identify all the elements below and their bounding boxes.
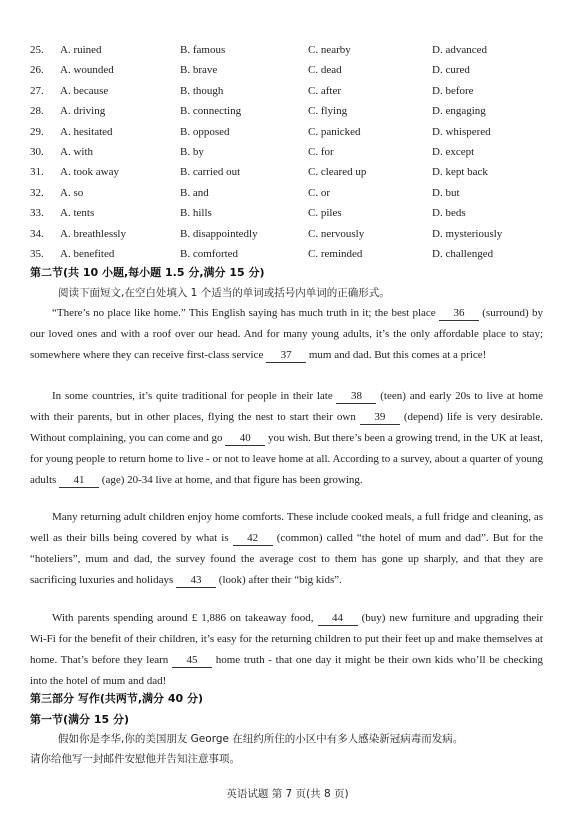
option-b[interactable]: B. brave (180, 64, 218, 77)
question-number: 30. (30, 145, 44, 158)
question-row (30, 203, 550, 223)
question-row (30, 60, 550, 80)
option-c[interactable]: C. dead (308, 64, 342, 77)
option-c[interactable]: C. flying (308, 105, 348, 118)
option-c[interactable]: C. for (308, 145, 334, 158)
blank-41[interactable]: 41 (59, 474, 99, 488)
option-c[interactable]: C. nervously (308, 227, 365, 240)
question-number: 25. (30, 44, 44, 56)
question-row (30, 183, 550, 203)
option-b[interactable]: B. hills (180, 207, 212, 220)
option-a[interactable]: A. benefited (60, 247, 115, 260)
writing-task-line-2: 请你给他写一封邮件安慰他并告知注意事项。 (30, 753, 240, 765)
option-a[interactable]: A. with (60, 145, 93, 158)
option-c[interactable]: C. cleared up (308, 166, 367, 179)
option-d[interactable]: D. advanced (432, 44, 487, 56)
section-2-instruction: 阅读下面短文,在空白处填入 1 个适当的单词或括号内单词的正确形式。 (58, 287, 390, 299)
option-b[interactable]: B. though (180, 84, 224, 97)
question-row (30, 244, 550, 264)
blank-40[interactable]: 40 (225, 432, 265, 446)
option-a[interactable]: A. because (60, 84, 109, 97)
option-c[interactable]: C. piles (308, 207, 342, 220)
blank-44[interactable]: 44 (318, 612, 358, 626)
option-c[interactable]: C. reminded (308, 247, 363, 260)
option-d[interactable]: D. mysteriously (432, 227, 503, 240)
option-b[interactable]: B. comforted (180, 247, 239, 260)
option-d[interactable]: D. whispered (432, 125, 491, 138)
option-c[interactable]: C. nearby (308, 44, 351, 56)
blank-42[interactable]: 42 (233, 532, 273, 546)
option-d[interactable]: D. challenged (432, 247, 494, 260)
option-d[interactable]: D. cured (432, 64, 470, 77)
multiple-choice-list (30, 40, 550, 264)
option-d[interactable]: D. before (432, 84, 474, 97)
option-d[interactable]: D. but (432, 186, 460, 199)
option-b[interactable]: B. and (180, 186, 209, 199)
option-a[interactable]: A. hesitated (60, 125, 113, 138)
question-row (30, 40, 550, 60)
part-3-heading: 第三部分 写作(共两节,满分 40 分) (30, 692, 204, 705)
option-d[interactable]: D. kept back (432, 166, 488, 179)
question-number: 34. (30, 227, 44, 240)
blank-37[interactable]: 37 (266, 349, 306, 363)
blank-36[interactable]: 36 (439, 307, 479, 321)
option-b[interactable]: B. disappointedly (180, 227, 258, 240)
question-row (30, 142, 550, 162)
paragraph-2: In some countries, it’s quite traditional for people in their late 38 (teen) and early 20s to live at home with their parents, but in other places, flying the nest to start their own 39 (depend) life is very desirable. Without complaining, you can come and go 40 you wish. But there’s been a growing trend, in the UK at least, for young people to return home to live - or not to leave home at all. According to a survey, about a quarter of young adults 41 (age) 20-34 live at home, and that figure has been growing. (30, 390, 543, 486)
option-b[interactable]: B. famous (180, 44, 226, 56)
writing-task-line-1: 假如你是李华,你的美国朋友 George 在纽约所住的小区中有多人感染新冠病毒而发病。 (58, 733, 464, 745)
option-c[interactable]: C. panicked (308, 125, 361, 138)
section-2-heading: 第二节(共 10 小题,每小题 1.5 分,满分 15 分) (30, 266, 265, 279)
paragraph-4: With parents spending around £ 1,886 on takeaway food, 44 (buy) new furniture and upgrading their Wi-Fi for the benefit of their children, it’s easy for the returning children to put their feet up and make themselves at home. That’s before they learn 45 home truth - that one day it might be their own kids who’ll be checking into the hotel of mum and dad! (30, 612, 544, 687)
question-number: 28. (30, 105, 44, 118)
option-b[interactable]: B. opposed (180, 125, 230, 138)
option-b[interactable]: B. by (180, 145, 204, 158)
option-d[interactable]: D. beds (432, 207, 466, 220)
question-number: 27. (30, 84, 44, 97)
question-row (30, 101, 550, 121)
blank-39[interactable]: 39 (360, 411, 400, 425)
option-a[interactable]: A. breathlessly (60, 227, 126, 240)
question-number: 35. (30, 247, 44, 260)
question-number: 26. (30, 64, 44, 77)
blank-43[interactable]: 43 (176, 574, 216, 588)
question-number: 29. (30, 125, 44, 138)
option-a[interactable]: A. ruined (60, 44, 102, 56)
option-c[interactable]: C. or (308, 186, 330, 199)
question-number: 32. (30, 186, 44, 199)
question-row (30, 162, 550, 182)
question-row (30, 122, 550, 142)
option-a[interactable]: A. so (60, 186, 84, 199)
option-a[interactable]: A. driving (60, 105, 106, 118)
question-row (30, 81, 550, 101)
page-footer: 英语试题 第 7 页(共 8 页) (226, 788, 349, 800)
paragraph-1: “There’s no place like home.” This English saying has much truth in it; the best place 36 (surround) by our loved ones and with a roof over our head. And for many young adults, it’s the only affordable place to stay; somewhere where they can receive first-class service 37 mum and dad. But this comes at a price! (30, 307, 543, 361)
option-a[interactable]: A. wounded (60, 64, 114, 77)
part-3-section-1-heading: 第一节(满分 15 分) (30, 713, 130, 726)
blank-38[interactable]: 38 (336, 390, 376, 404)
option-b[interactable]: B. connecting (180, 105, 242, 118)
question-number: 31. (30, 166, 44, 179)
option-a[interactable]: A. took away (60, 166, 119, 179)
paragraph-3: Many returning adult children enjoy home comforts. These include cooked meals, a full fridge and cleaning, as well as their bills being covered by what is 42 (common) called “the hotel of mum and dad”. But for the “hoteliers”, mum and dad, the survey found the average cost to them has gone up sharply, and that they are sacrificing luxuries and holidays 43 (look) after their “big kids”. (30, 511, 543, 586)
blank-45[interactable]: 45 (172, 654, 212, 668)
option-b[interactable]: B. carried out (180, 166, 241, 179)
option-a[interactable]: A. tents (60, 207, 95, 220)
option-c[interactable]: C. after (308, 84, 341, 97)
option-d[interactable]: D. except (432, 145, 475, 158)
question-number: 33. (30, 207, 44, 220)
question-row (30, 224, 550, 244)
option-d[interactable]: D. engaging (432, 105, 486, 118)
